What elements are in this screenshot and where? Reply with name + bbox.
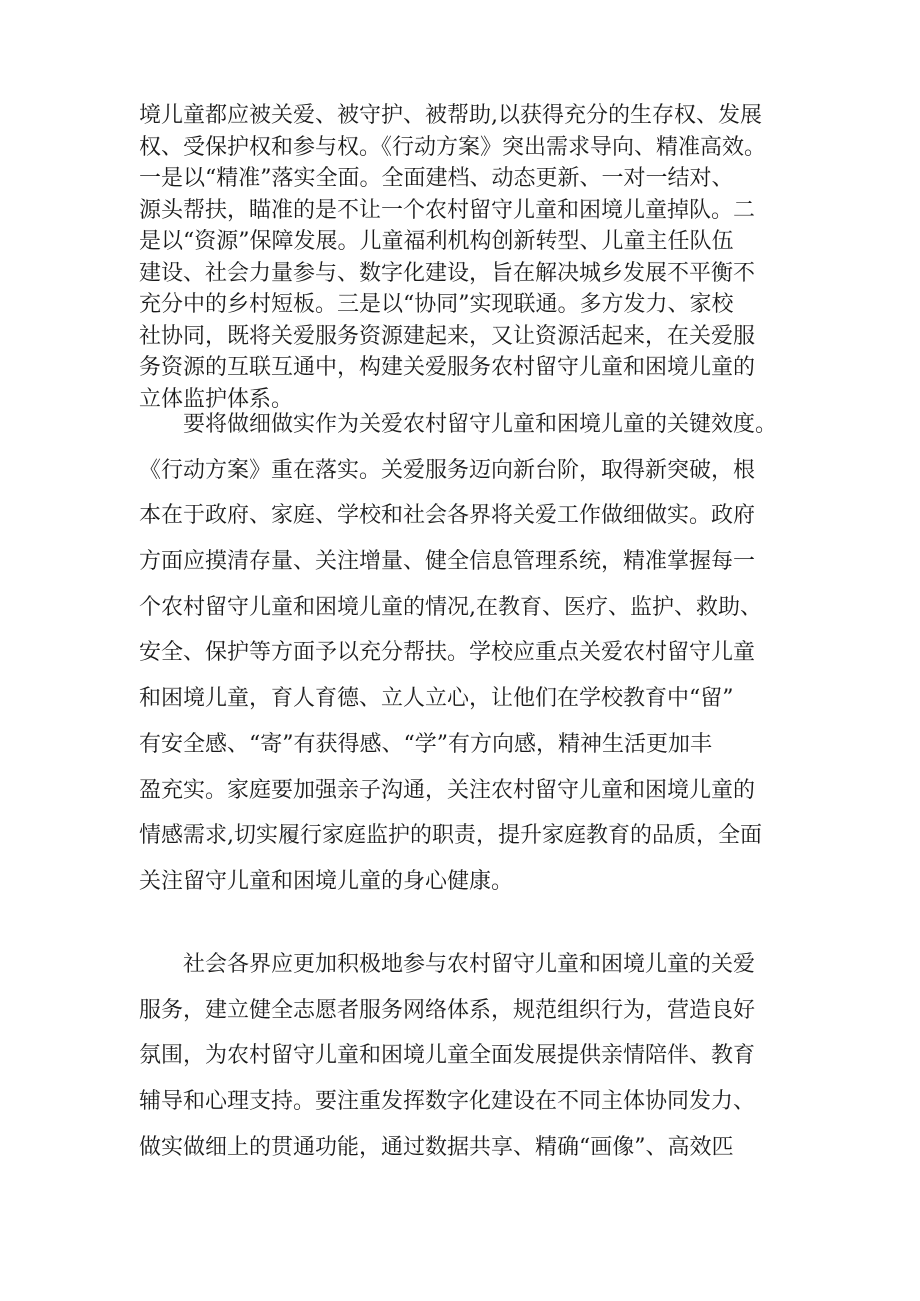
text-line: 源头帮扶，瞄准的是不让一个农村留守儿童和困境儿童掉队。二 — [139, 197, 756, 223]
text-line: 境儿童都应被关爱、被守护、被帮助,以获得充分的生存权、发展 — [139, 103, 762, 128]
text-line: 情感需求,切实履行家庭监护的职责，提升家庭教育的品质，全面 — [139, 823, 762, 849]
text-line: 要将做细做实作为关爱农村留守儿童和困境儿童的关键效度。 — [139, 412, 778, 437]
text-line: 有安全感、“寄”有获得感、“学”有方向感，精神生活更加丰 — [139, 731, 712, 757]
text-line: 盈充实。家庭要加强亲子沟通，关注农村留守儿童和困境儿童的 — [139, 777, 756, 803]
paragraph-2 — [139, 402, 809, 905]
text-line: 辅导和心理支持。要注重发挥数字化建设在不同主体协同发力、 — [139, 1089, 756, 1115]
text-line: 做实做细上的贯通功能，通过数据共享、精确“画像”、高效匹 — [139, 1134, 734, 1160]
text-line: 本在于政府、家庭、学校和社会各界将关爱工作做细做实。政府 — [139, 503, 756, 529]
text-line: 务资源的互联互通中，构建关爱服务农村留守儿童和困境儿童的 — [139, 355, 756, 380]
text-line: 是以“资源”保障发展。儿童福利机构创新转型、儿童主任队伍 — [139, 229, 734, 254]
text-line: 一是以“精准”落实全面。全面建档、动态更新、一对一结对、 — [139, 166, 734, 191]
text-line: 充分中的乡村短板。三是以“协同”实现联通。多方发力、家校 — [139, 292, 734, 317]
text-line: 方面应摸清存量、关注增量、健全信息管理系统，精准掌握每一 — [139, 549, 756, 575]
text-line: 建设、社会力量参与、数字化建设，旨在解决城乡发展不平衡不 — [139, 260, 756, 286]
text-line: 社会各界应更加积极地参与农村留守儿童和困境儿童的关爱 — [139, 952, 756, 977]
text-line: 和困境儿童，育人育德、立人立心，让他们在学校教育中“留” — [139, 686, 734, 712]
text-line: 关注留守儿童和困境儿童的身心健康。 — [139, 868, 514, 894]
text-line: 安全、保护等方面予以充分帮扶。学校应重点关爱农村留守儿童 — [139, 640, 756, 666]
text-line: 权、受保护权和参与权。《行动方案》突出需求导向、精准高效。 — [139, 134, 767, 160]
text-line: 社协同，既将关爱服务资源建起来，又让资源活起来，在关爱服 — [139, 323, 756, 349]
text-line: 《行动方案》重在落实。关爱服务迈向新台阶，取得新突破，根 — [139, 457, 756, 483]
text-line: 个农村留守儿童和困境儿童的情况,在教育、医疗、监护、救助、 — [139, 594, 762, 620]
paragraph-3 — [139, 942, 809, 1170]
text-line: 立体监护体系。 — [139, 386, 294, 412]
text-line: 服务，建立健全志愿者服务网络体系，规范组织行为，营造良好 — [139, 997, 756, 1023]
text-line: 氛围，为农村留守儿童和困境儿童全面发展提供亲情陪伴、教育 — [139, 1043, 756, 1069]
paragraph-1 — [139, 100, 809, 415]
